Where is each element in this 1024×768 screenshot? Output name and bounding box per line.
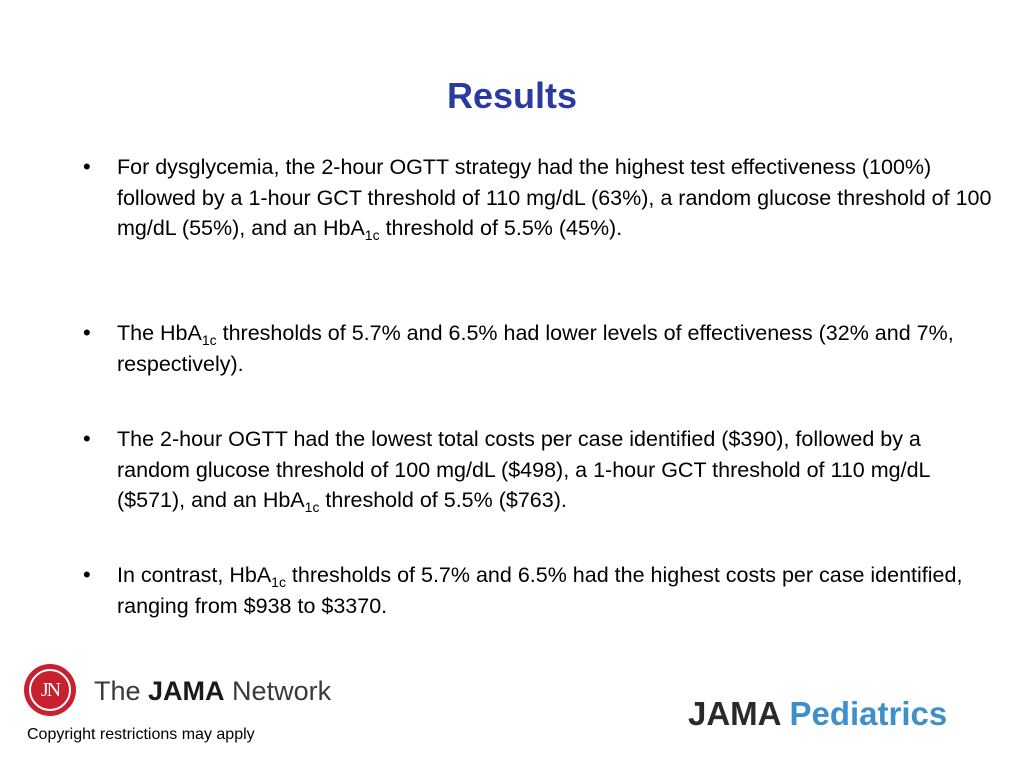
jama-network-wordmark (94, 674, 331, 708)
bullet-text-part: In contrast, HbA (117, 563, 272, 587)
subscript: 1c (304, 499, 320, 515)
bullet-text-part: threshold of 5.5% ($763). (319, 488, 567, 512)
network-bold: JAMA (148, 676, 225, 706)
jn-logo-letters: JN (29, 669, 71, 711)
network-suffix: Network (224, 676, 332, 706)
bullet-marker: • (83, 320, 91, 345)
bullet-text-4 (117, 560, 997, 621)
jama-pediatrics-logo (688, 692, 947, 736)
bullet-text-2 (117, 318, 997, 379)
slide-title: Results (446, 75, 578, 116)
journal-name: Pediatrics (780, 695, 948, 732)
bullet-text-part: For dysglycemia, the 2-hour OGTT strategy had the highest test effectiveness (100%) followed by a 1-hour GCT threshold of 110 mg/dL (63%), a random glucose threshold of 100 mg/dL (55%), and an HbA (117, 155, 992, 240)
bullet-marker: • (83, 426, 91, 451)
bullet-text-part: thresholds of 5.7% and 6.5% had the highest costs per case identified, ranging from $938 to $3370. (117, 563, 963, 618)
subscript: 1c (201, 332, 217, 348)
bullet-text-part: The 2-hour OGTT had the lowest total costs per case identified ($390), followed by a random glucose threshold of 100 mg/dL ($498), a 1-hour GCT threshold of 110 mg/dL ($571), and an HbA (117, 427, 930, 512)
subscript: 1c (271, 574, 286, 590)
bullet-text-part: The HbA (117, 321, 202, 345)
bullet-text-part: threshold of 5.5% (45%). (379, 216, 623, 240)
subscript: 1c (364, 227, 380, 243)
jama-network-logo-icon (24, 664, 76, 716)
network-prefix: The (94, 676, 149, 706)
bullet-text-part: thresholds of 5.7% and 6.5% had lower levels of effectiveness (32% and 7%, respectively). (117, 321, 954, 376)
bullet-marker: • (83, 562, 91, 587)
journal-jama: JAMA (688, 695, 781, 732)
bullet-text-1 (117, 152, 997, 244)
bullet-marker: • (83, 154, 91, 179)
bullet-text-3 (117, 424, 997, 516)
copyright-notice: Copyright restrictions may apply (27, 726, 255, 743)
